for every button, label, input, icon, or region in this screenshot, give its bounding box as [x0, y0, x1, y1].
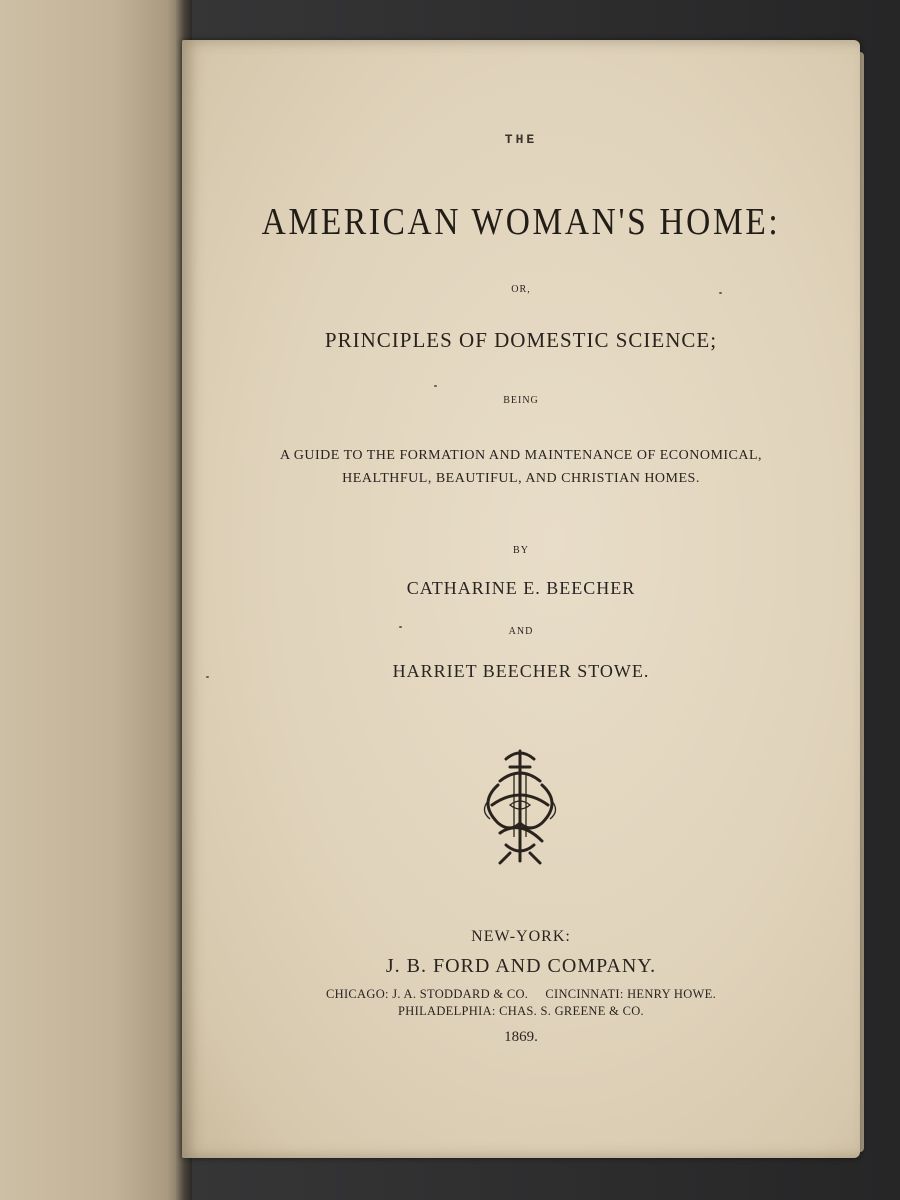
paper-speck	[399, 626, 402, 628]
main-title: AMERICAN WOMAN'S HOME:	[261, 201, 781, 243]
publisher-monogram-icon	[470, 745, 570, 867]
description-line-1: A GUIDE TO THE FORMATION AND MAINTENANCE OF ECONOMICAL,	[279, 448, 763, 463]
title-or: OR,	[511, 284, 531, 295]
paper-speck	[206, 676, 209, 678]
author-1: CATHARINE E. BEECHER	[406, 578, 636, 598]
paper-speck	[434, 385, 437, 387]
agents-line-1: CHICAGO: J. A. STODDARD & CO. CINCINNATI: HENRY HOWE.	[325, 987, 717, 1001]
title-article: THE	[504, 132, 538, 147]
agents	[182, 986, 860, 1020]
title-by: BY	[513, 545, 529, 556]
paper-speck	[719, 292, 722, 294]
publication-year: 1869.	[504, 1029, 538, 1045]
agents-line-2: PHILADELPHIA: CHAS. S. GREENE & CO.	[398, 1004, 644, 1018]
title-being: BEING	[503, 395, 539, 406]
left-facing-page	[0, 0, 190, 1200]
subtitle: PRINCIPLES OF DOMESTIC SCIENCE;	[324, 328, 718, 352]
description	[182, 444, 860, 490]
title-and: AND	[508, 626, 534, 637]
publication-city: NEW-YORK:	[471, 928, 571, 945]
description-line-2: HEALTHFUL, BEAUTIFUL, AND CHRISTIAN HOMES.	[342, 471, 700, 486]
publisher: J. B. FORD AND COMPANY.	[385, 955, 657, 977]
author-2: HARRIET BEECHER STOWE.	[392, 661, 650, 681]
